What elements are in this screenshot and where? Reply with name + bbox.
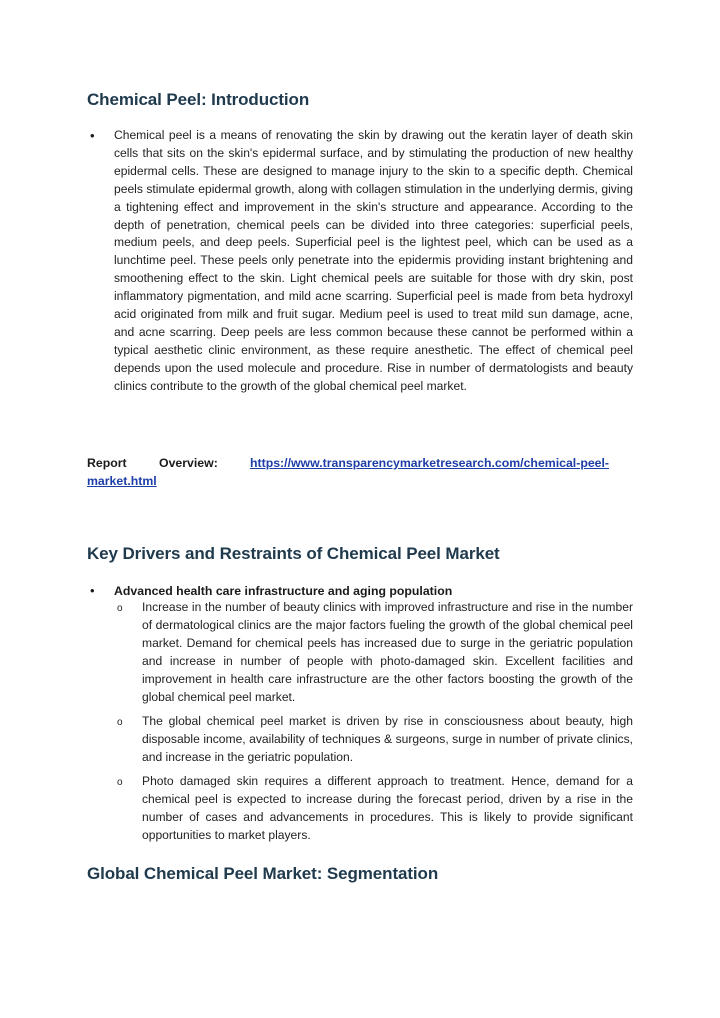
drivers-bullet: •	[90, 583, 95, 598]
driver-point-1: Increase in the number of beauty clinics with improved infrastructure and rise in the number of dermatological clinics are the major factors fueling the growth of the global chemical peel market. Demand for chemical peels has increased due to surge in the geriatric population and increase in number of people with photo-damaged skin. Excellent facilities and improvement in health care infrastructure are the other factors boosting the growth of the global chemical peel market.	[142, 600, 633, 704]
report-link[interactable]: https://www.transparencymarketresearch.com/chemical-peel-	[250, 456, 610, 470]
report-label: Report	[87, 456, 127, 470]
report-link-continued[interactable]: market.html	[87, 474, 157, 488]
intro-bullet: •	[90, 128, 95, 143]
sub-bullet-2: o	[117, 717, 123, 728]
segmentation-heading: Global Chemical Peel Market: Segmentation	[87, 864, 439, 883]
intro-paragraph: Chemical peel is a means of renovating the skin by drawing out the keratin layer of death skin cells that sits on the skin's epidermal surface, and by stimulating the production of new healthy epidermal cells. These are designed to manage injury to the skin to a specific depth. Chemical peels stimulate epidermal growth, along with collagen stimulation in the underlying dermis, giving a tightening effect and improvement in the skin's structure and appearance. According to the depth of penetration, chemical peels can be divided into three categories: superficial peels, medium peels, and deep peels. Superficial peel is the lightest peel, which can be used as a lunchtime peel. These peels only penetrate into the epidermis providing instant brightening and smoothening effect to the skin. Light chemical peels are suitable for those with dry skin, post inflammatory pigmentation, and mild acne scarring. Superficial peel is made from beta hydroxyl acid originated from milk and fruit sugar. Medium peel is used to treat mild sun damage, acne, and acne scarring. Deep peels are less common because these cannot be performed within a typical aesthetic clinic environment, as these require anesthetic. The effect of chemical peel depends upon the used molecule and procedure. Rise in number of dermatologists and beauty clinics contribute to the growth of the global chemical peel market.	[114, 128, 633, 393]
driver-point-2: The global chemical peel market is driven by rise in consciousness about beauty, high disposable income, availability of techniques & surgeons, surge in number of private clinics, and increase in the geriatric population.	[142, 714, 633, 764]
drivers-subheading: Advanced health care infrastructure and aging population	[114, 584, 453, 598]
sub-bullet-3: o	[117, 777, 123, 788]
intro-heading: Chemical Peel: Introduction	[87, 90, 310, 109]
driver-point-3: Photo damaged skin requires a different approach to treatment. Hence, demand for a chemical peel is expected to increase during the forecast period, driven by a rise in the number of cases and advancements in procedures. This is likely to provide significant opportunities to market players.	[142, 774, 633, 842]
sub-bullet-1: o	[117, 603, 123, 614]
drivers-heading: Key Drivers and Restraints of Chemical Peel Market	[87, 544, 500, 563]
report-overview-label: Overview:	[159, 456, 218, 470]
